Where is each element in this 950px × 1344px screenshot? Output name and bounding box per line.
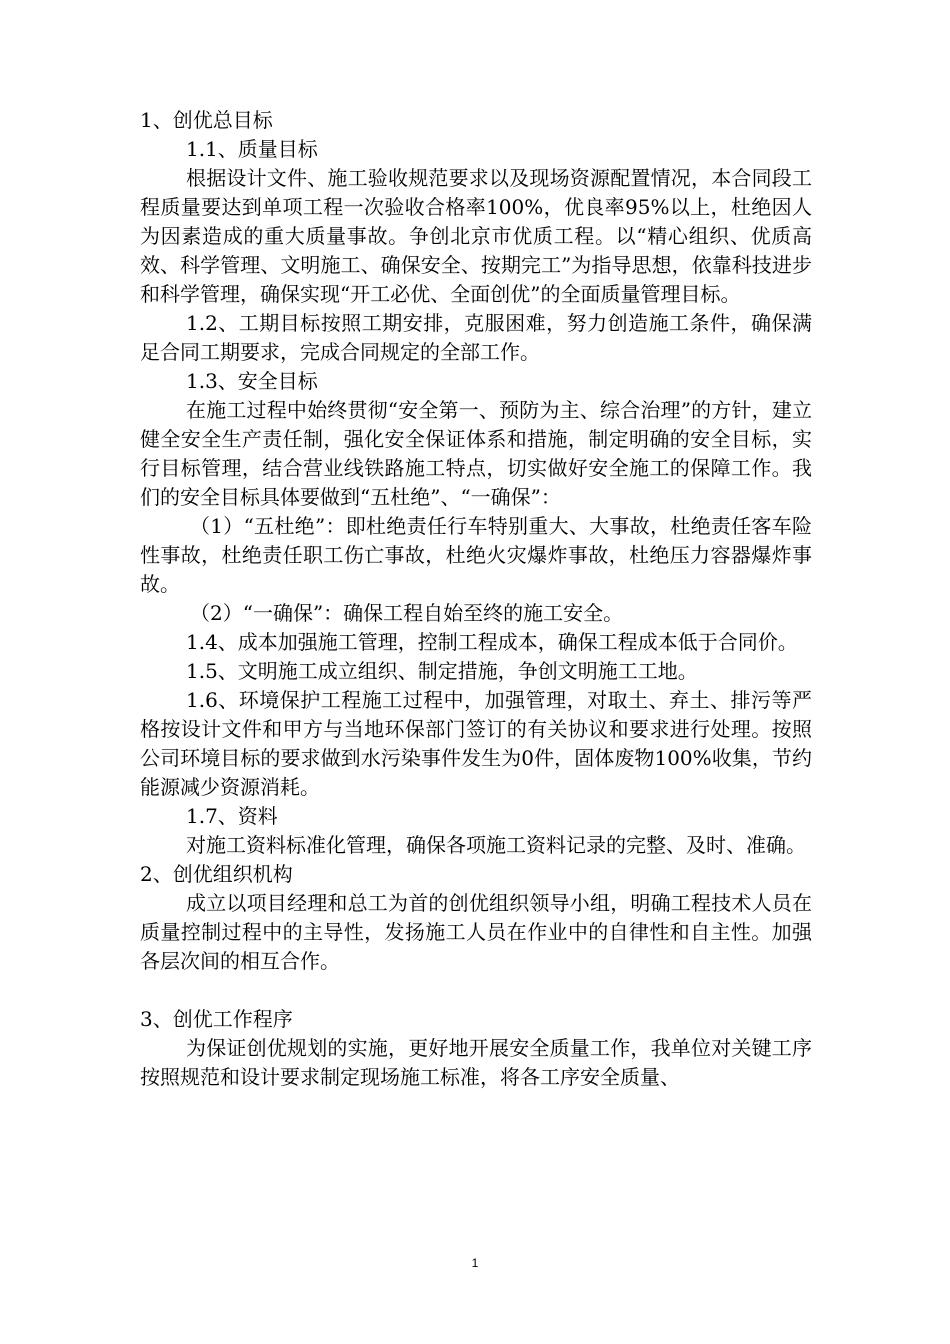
section-heading: 2、创优组织机构 bbox=[140, 862, 293, 886]
page-number: 1 bbox=[471, 1256, 479, 1270]
paragraph: 1.4、成本加强施工管理，控制工程成本，确保工程成本低于合同价。 bbox=[186, 630, 798, 654]
paragraph: 1.6、环境保护工程施工过程中，加强管理，对取土、弃土、排污等严格按设计文件和甲方与当地环保部门签订的有关协议和要求进行处理。按照公司环境目标的要求做到水污染事件发生为0件，固体废物100%收集，节约能源减少资源消耗。 bbox=[140, 688, 812, 799]
paragraph: 对施工资料标准化管理，确保各项施工资料记录的完整、及时、准确。 bbox=[186, 833, 806, 857]
paragraph: 根据设计文件、施工验收规范要求以及现场资源配置情况，本合同段工程质量要达到单项工程一次验收合格率100%，优良率95%以上，杜绝因人为因素造成的重大质量事故。争创北京市优质工程。以“精心组织、优质高效、科学管理、文明施工、确保安全、按期完工”为指导思想，依靠科技进步和科学管理，确保实现“开工必优、全面创优”的全面质量管理目标。 bbox=[140, 166, 812, 306]
list-item: （1）“五杜绝”：即杜绝责任行车特别重大、大事故，杜绝责任客车险性事故，杜绝责任职工伤亡事故，杜绝火灾爆炸事故，杜绝压力容器爆炸事故。 bbox=[140, 514, 812, 596]
section-heading: 3、创优工作程序 bbox=[140, 1007, 293, 1031]
list-item: （2）“一确保”：确保工程自始至终的施工安全。 bbox=[190, 601, 624, 625]
paragraph: 成立以项目经理和总工为首的创优组织领导小组，明确工程技术人员在质量控制过程中的主导性，发扬施工人员在作业中的自律性和自主性。加强各层次间的相互合作。 bbox=[140, 891, 812, 973]
paragraph: 在施工过程中始终贯彻“安全第一、预防为主、综合治理”的方针，建立健全安全生产责任制，强化安全保证体系和措施，制定明确的安全目标，实行目标管理，结合营业线铁路施工特点，切实做好安全施工的保障工作。我们的安全目标具体要做到“五杜绝”、“一确保”： bbox=[140, 398, 812, 509]
subsection-heading: 1.3、安全目标 bbox=[186, 369, 318, 393]
subsection-heading: 1.1、质量目标 bbox=[186, 137, 318, 161]
document-body bbox=[140, 106, 812, 1092]
subsection-heading: 1.7、资料 bbox=[186, 804, 278, 828]
section-heading: 1、创优总目标 bbox=[140, 108, 273, 132]
blank-line bbox=[140, 976, 812, 1005]
paragraph: 1.5、文明施工成立组织、制定措施，争创文明施工工地。 bbox=[186, 659, 698, 683]
paragraph: 1.2、工期目标按照工期安排，克服困难，努力创造施工条件，确保满足合同工期要求，完成合同规定的全部工作。 bbox=[140, 311, 812, 364]
paragraph: 为保证创优规划的实施，更好地开展安全质量工作，我单位对关键工序按照规范和设计要求制定现场施工标准，将各工序安全质量、 bbox=[140, 1036, 812, 1089]
